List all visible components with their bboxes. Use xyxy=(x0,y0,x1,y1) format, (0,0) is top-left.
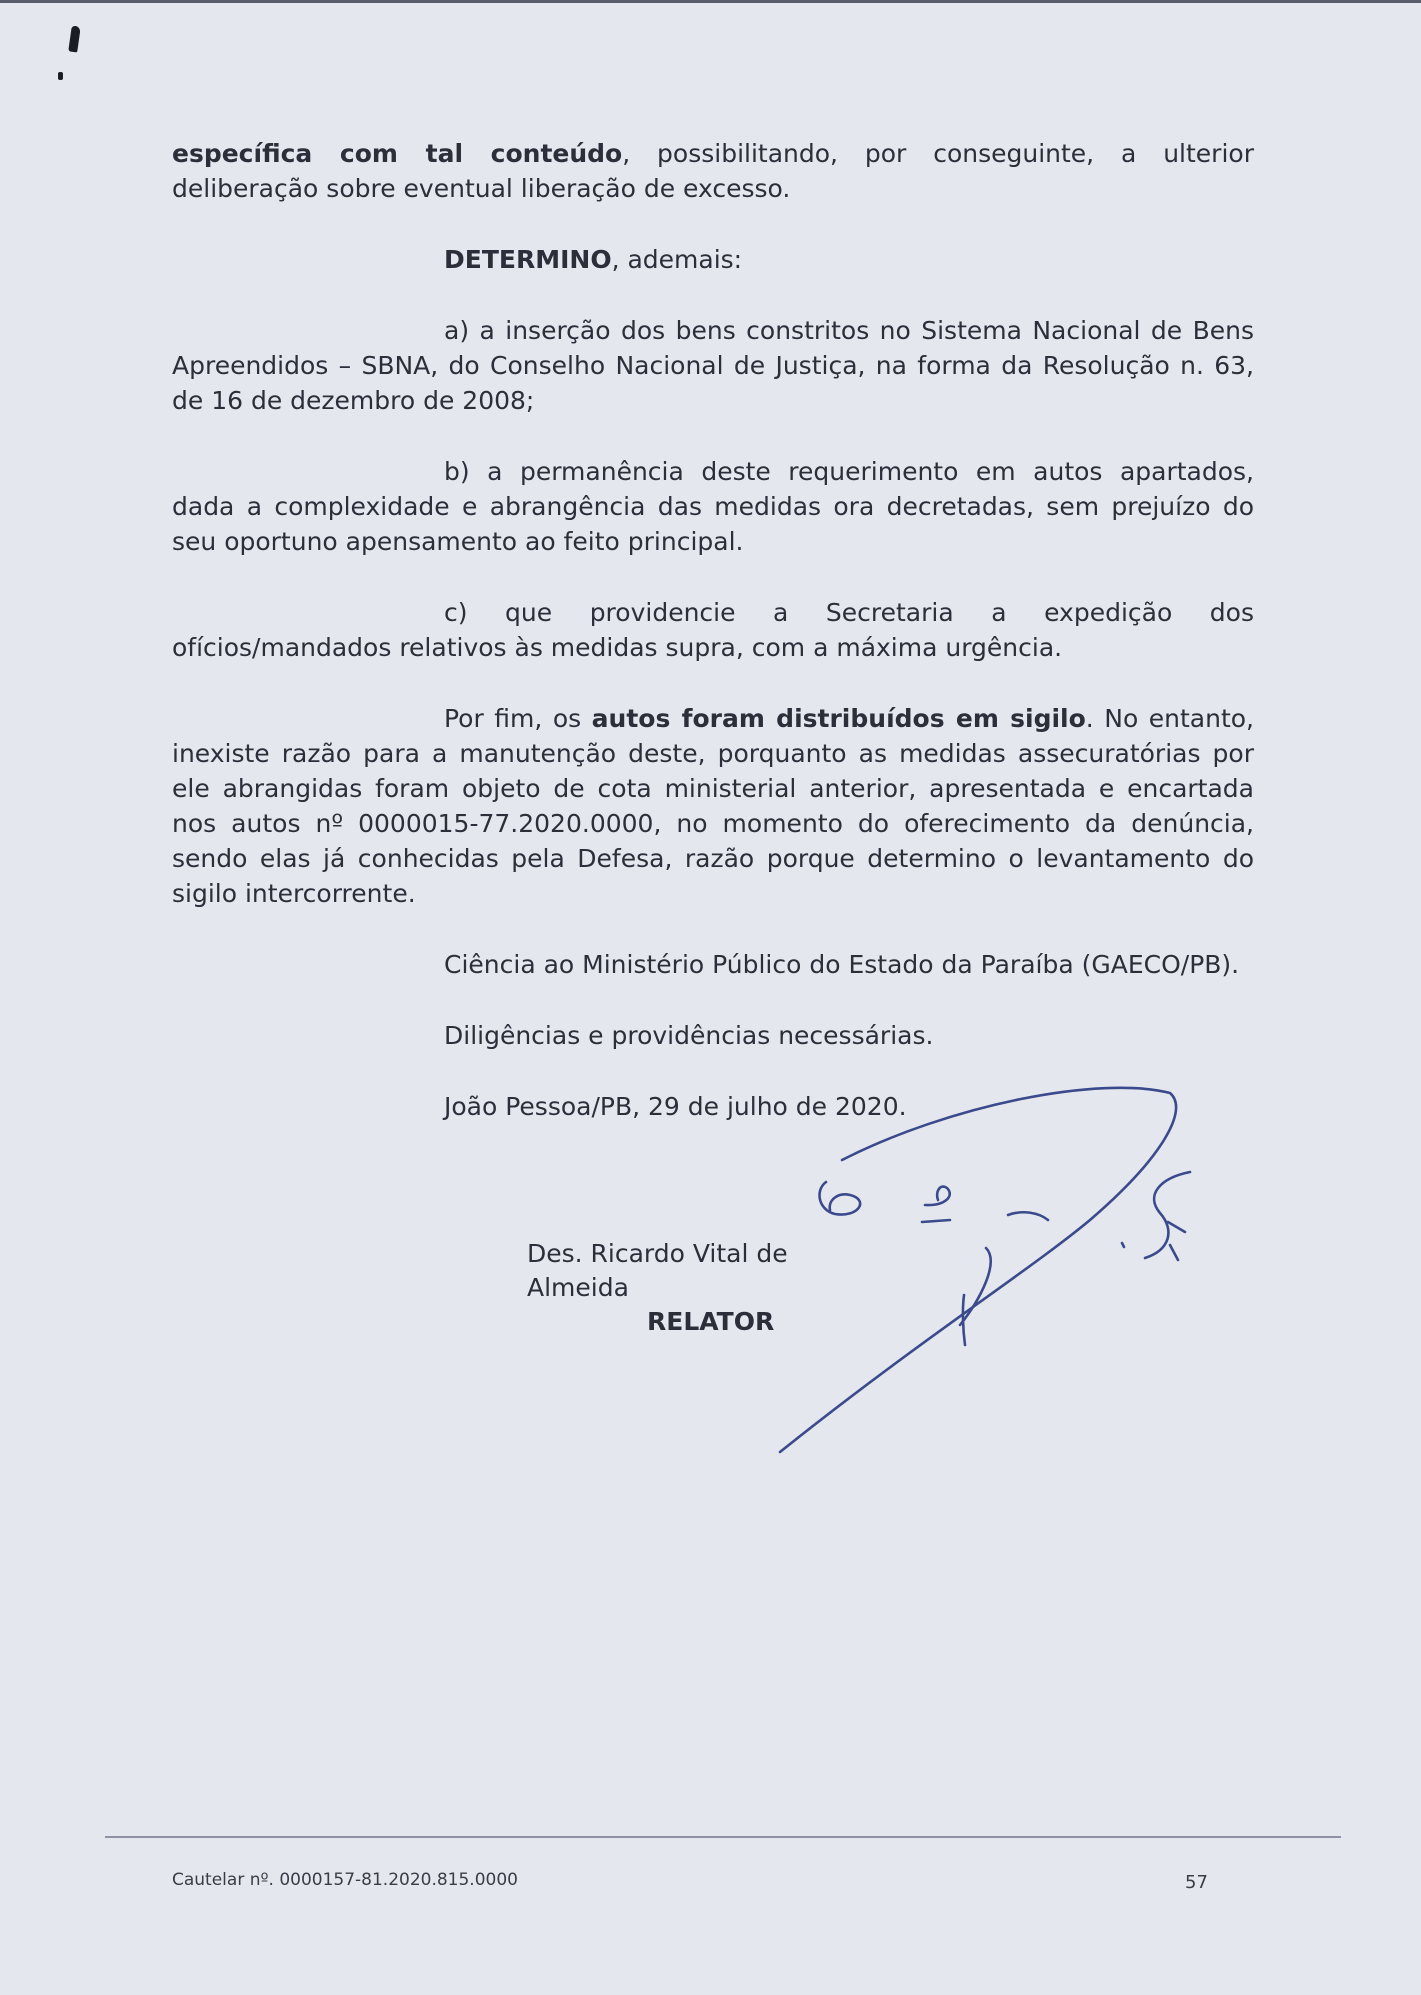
signature-stroke xyxy=(1170,1245,1178,1260)
signature-stroke xyxy=(1122,1243,1124,1247)
determino-bold: DETERMINO xyxy=(444,245,612,274)
signature-stroke xyxy=(1008,1212,1048,1220)
determino-text: , ademais: xyxy=(611,245,743,274)
diligencias-line: Diligências e providências necessárias. xyxy=(444,1021,934,1050)
intro-bold: específica com tal conteúdo xyxy=(172,139,623,168)
signature-stroke xyxy=(820,1182,861,1215)
signature-block xyxy=(527,1237,897,1339)
signature-stroke xyxy=(925,1187,950,1206)
item-c-paragraph: c) que providencie a Secretaria a expedição dos ofícios/mandados relativos às medidas supra, com a máxima urgência. xyxy=(172,598,1254,662)
signature-stroke xyxy=(1145,1172,1190,1258)
item-a-paragraph: a) a inserção dos bens constritos no Sistema Nacional de Bens Apreendidos – SBNA, do Conselho Nacional de Justiça, na forma da Resolução n. 63, de 16 de dezembro de 2008; xyxy=(172,316,1254,415)
por-fim-text: . No entanto, inexiste razão para a manutenção deste, porquanto as medidas assecuratórias por ele abrangidas foram objeto de cota ministerial anterior, apresentada e encartada nos autos nº 0000015-77.2020.0000, no momento do oferecimento da denúncia, sendo elas já conhecidas pela Defesa, razão porque determino o levantamento do sigilo intercorrente. xyxy=(172,704,1254,908)
ciencia-line: Ciência ao Ministério Público do Estado da Paraíba (GAECO/PB). xyxy=(444,950,1240,979)
footer-divider xyxy=(105,1836,1341,1838)
footer-page-number: 57 xyxy=(1185,1872,1208,1893)
item-b-paragraph: b) a permanência deste requerimento em autos apartados, dada a complexidade e abrangência das medidas ora decretadas, sem prejuízo do seu oportuno apensamento ao feito principal. xyxy=(172,457,1254,556)
footer-case-reference: Cautelar nº. 0000157-81.2020.815.0000 xyxy=(172,1870,518,1890)
signer-name: Des. Ricardo Vital de Almeida xyxy=(527,1239,788,1302)
intro-text: , possibilitando, por conseguinte, a ulterior deliberação sobre eventual liberação de excesso. xyxy=(172,139,1254,203)
signer-role: RELATOR xyxy=(647,1307,775,1336)
por-fim-lead: Por fim, os xyxy=(444,704,592,733)
signature-stroke xyxy=(922,1220,950,1222)
date-line: João Pessoa/PB, 29 de julho de 2020. xyxy=(444,1092,907,1121)
signature-stroke xyxy=(1168,1222,1185,1232)
por-fim-bold: autos foram distribuídos em sigilo xyxy=(591,704,1086,733)
